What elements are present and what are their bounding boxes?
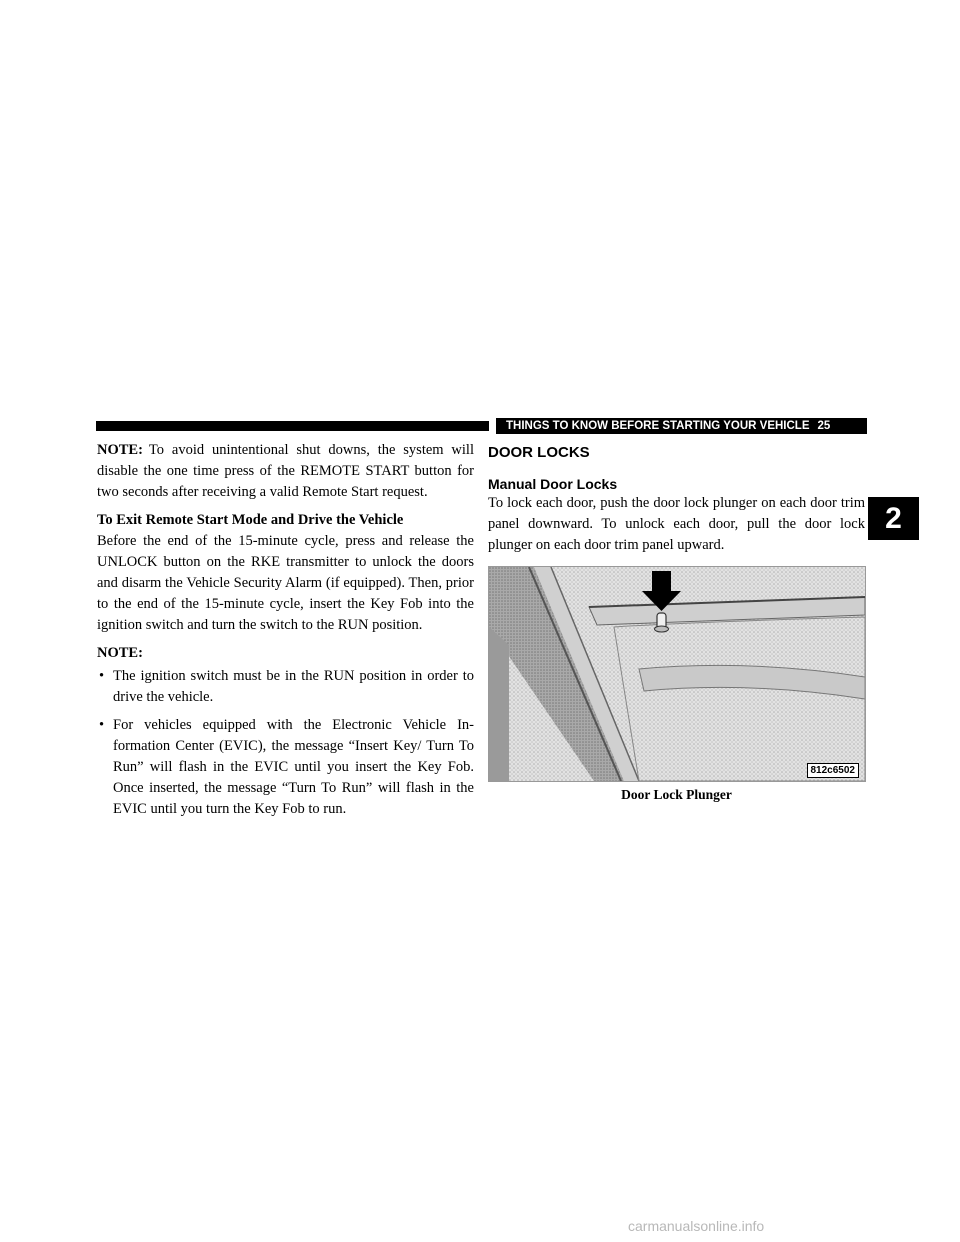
left-column [97, 440, 474, 827]
figure-caption: Door Lock Plunger [621, 787, 732, 802]
door-lock-plunger-figure [488, 566, 866, 782]
list-item [97, 715, 474, 820]
list-item [97, 666, 474, 708]
note-paragraph [97, 440, 474, 503]
chapter-tab: 2 [868, 497, 919, 540]
watermark-footer: carmanualsonline.info [628, 1218, 765, 1234]
bullet-icon: • [99, 717, 105, 733]
door-locks-body: To lock each door, push the door lock plunger on each door trim panel downward. To unlock each door, pull the door lock plunger on each door trim panel upward. [488, 495, 865, 553]
note-text: To avoid unintentional shut downs, the system will disable the one time press of the REMOTE START button for two seconds after receiving a valid Remote Start request. [97, 442, 474, 500]
page-number: 25 [817, 420, 831, 432]
header-rule [96, 421, 489, 431]
subsection-title: Manual Door Locks [488, 476, 618, 492]
note-bullet-list [97, 666, 474, 820]
right-column [488, 440, 865, 804]
header-title-text: THINGS TO KNOW BEFORE STARTING YOUR VEHICLE [506, 420, 810, 432]
list-item-text: For vehicles equipped with the Electronic Vehicle In-formation Center (EVIC), the message “Insert Key/ Turn To Run” will flash in the EVIC until you insert the Key Fob. Once inserted, the message “Turn To Run” will flash in the EVIC until you turn the Key Fob to run. [113, 717, 474, 817]
bullet-icon: • [99, 668, 105, 684]
exit-remote-start-text: Before the end of the 15-minute cycle, press and release the UNLOCK button on the RKE transmitter to unlock the doors and disarm the Vehicle Security Alarm (if equipped). Then, prior to the end of the 15-minute cycle, insert the Key Fob into the ignition switch and turn the switch to the RUN position. [97, 533, 474, 633]
figure-code: 812c6502 [807, 763, 860, 778]
door-illustration [489, 567, 865, 781]
note-label: NOTE: [97, 442, 143, 458]
section-title: DOOR LOCKS [488, 444, 590, 461]
list-item-text: The ignition switch must be in the RUN position in order to drive the vehicle. [113, 668, 474, 705]
running-header [496, 418, 867, 434]
note2-label: NOTE: [97, 645, 143, 661]
exit-remote-start-heading: To Exit Remote Start Mode and Drive the Vehicle [97, 512, 404, 528]
